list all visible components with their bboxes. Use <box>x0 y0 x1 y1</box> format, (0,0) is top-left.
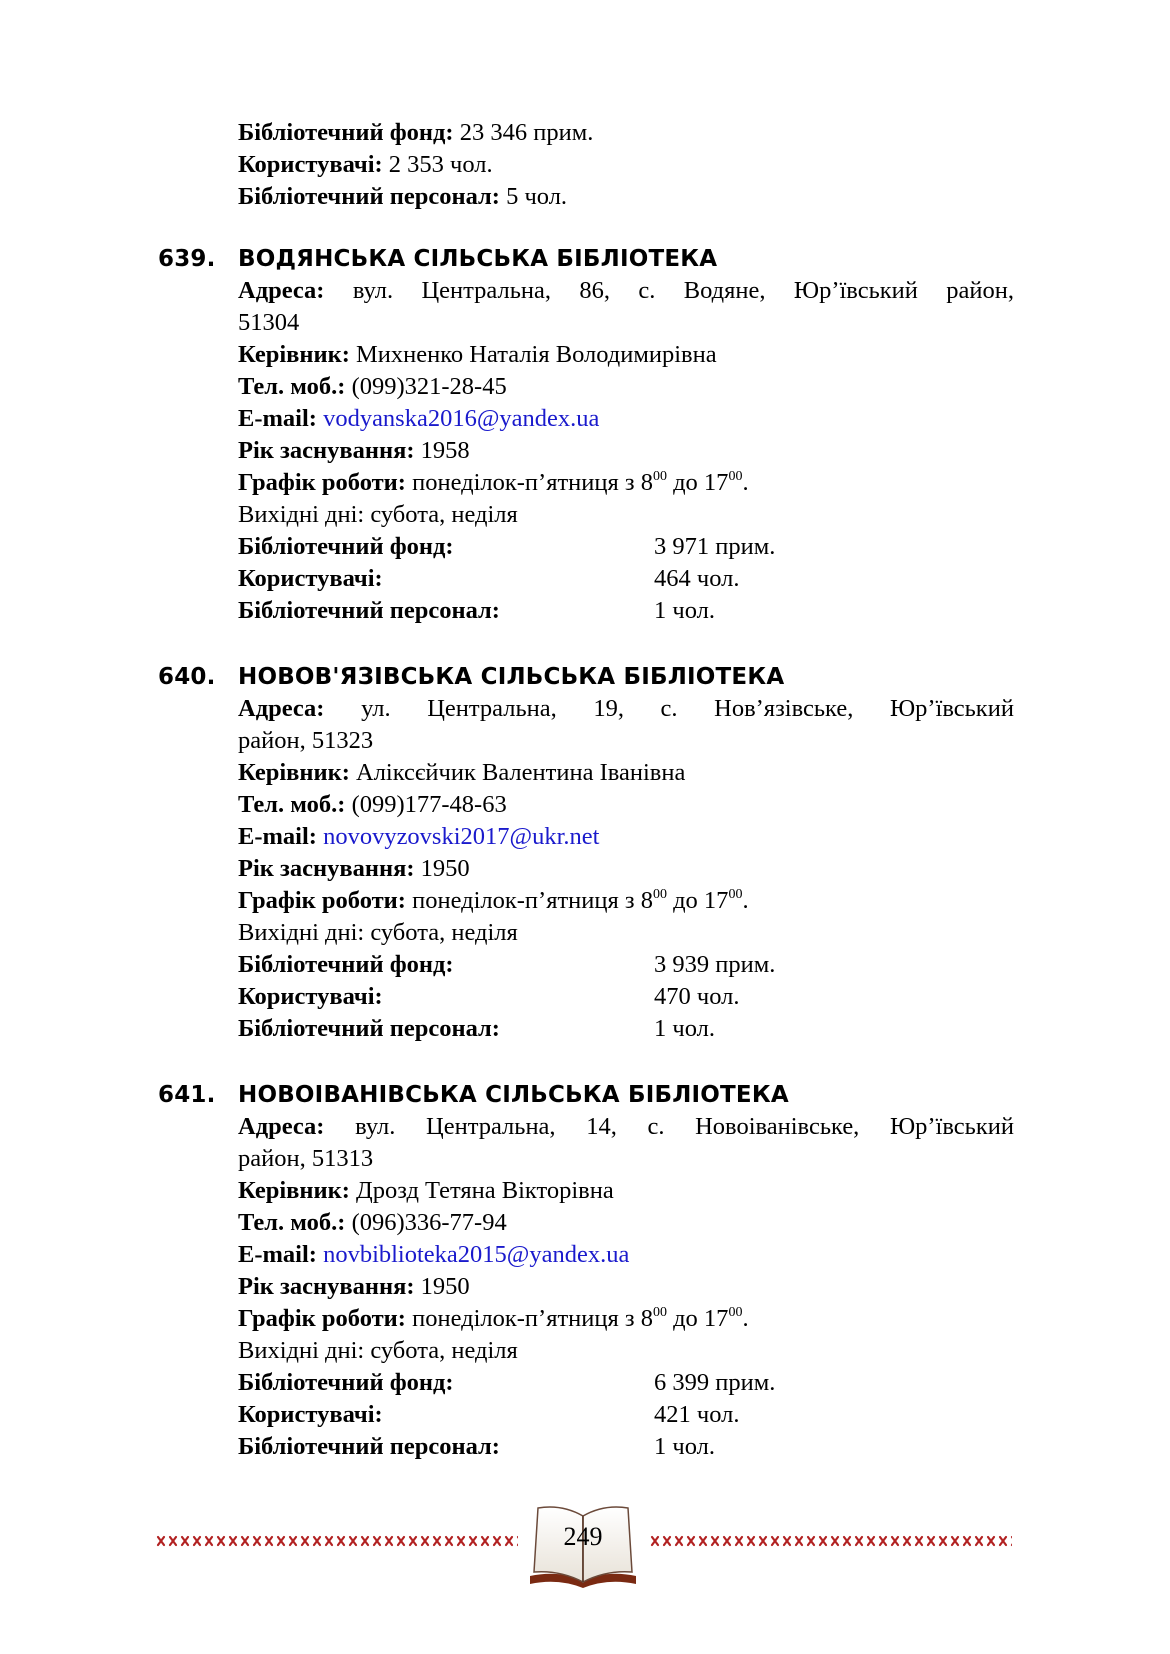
staff-label: Бібліотечний персонал: <box>238 1015 500 1042</box>
users-label: Користувачі: <box>238 1401 383 1428</box>
users-value: 421 чол. <box>654 1401 740 1428</box>
schedule-mid: до 17 <box>666 469 729 496</box>
days-off-line: Вихідні дні: субота, неділя <box>238 501 518 528</box>
staff-value: 1 чол. <box>654 597 715 624</box>
year-label: Рік заснування: <box>238 1273 415 1300</box>
schedule-sup: 00 <box>728 887 743 902</box>
address-label: Адреса: <box>238 1113 325 1140</box>
address-label: Адреса: <box>238 695 325 722</box>
email-label: E-mail: <box>238 1241 317 1268</box>
entry-title: НОВОІВАНІВСЬКА СІЛЬСЬКА БІБЛІОТЕКА <box>238 1082 789 1108</box>
schedule-text: понеділок-п’ятниця з 8 <box>412 1305 653 1332</box>
users-label: Користувачі: <box>238 983 383 1010</box>
address-word: Юр’ївський <box>793 277 918 304</box>
email-line <box>238 822 599 852</box>
schedule-line <box>238 886 749 920</box>
phone-value: (096)336-77-94 <box>351 1209 507 1236</box>
users-line <box>238 564 838 594</box>
fond-label: Бібліотечний фонд: <box>238 119 454 146</box>
staff-label: Бібліотечний персонал: <box>238 1433 500 1460</box>
address-word: с. <box>638 277 656 304</box>
address-line <box>238 694 1014 724</box>
address-word: Юр’ївський <box>889 1113 1014 1140</box>
phone-line <box>238 372 507 402</box>
address-word: с. <box>647 1113 665 1140</box>
head-value: Аліксєйчик Валентина Іванівна <box>356 759 686 786</box>
schedule-line <box>238 468 749 502</box>
address-line-2: 51304 <box>238 309 300 336</box>
entry-title: ВОДЯНСЬКА СІЛЬСЬКА БІБЛІОТЕКА <box>238 246 718 272</box>
head-line <box>238 758 685 788</box>
year-value: 1958 <box>420 437 470 464</box>
address-word: Новоіванівське, <box>695 1113 860 1140</box>
users-line <box>238 982 838 1012</box>
schedule-mid: до 17 <box>666 887 729 914</box>
schedule-mid: до 17 <box>666 1305 729 1332</box>
schedule-sup: 00 <box>652 469 667 484</box>
left-ornament <box>156 1534 518 1548</box>
head-line <box>238 340 717 370</box>
email-line <box>238 404 599 434</box>
email-label: E-mail: <box>238 405 317 432</box>
staff-line <box>238 596 838 626</box>
address-word: 86, <box>579 277 611 304</box>
entry-number: 641. <box>158 1082 216 1108</box>
head-label: Керівник: <box>238 341 350 368</box>
page-footer <box>0 1500 1170 1600</box>
page-number: 249 <box>563 1522 603 1551</box>
fond-value: 3 971 прим. <box>654 533 776 560</box>
users-value: 470 чол. <box>654 983 740 1010</box>
schedule-line <box>238 1304 749 1338</box>
schedule-label: Графік роботи: <box>238 469 406 496</box>
staff-line <box>238 1432 838 1462</box>
address-word: 19, <box>593 695 624 722</box>
year-line <box>238 1272 470 1302</box>
staff-label: Бібліотечний персонал: <box>238 597 500 624</box>
staff-value: 5 чол. <box>506 183 568 210</box>
phone-label: Тел. моб.: <box>238 791 346 818</box>
schedule-sup: 00 <box>728 469 743 484</box>
year-label: Рік заснування: <box>238 855 415 882</box>
email-line <box>238 1240 629 1270</box>
address-line <box>238 276 1014 306</box>
top-staff-line <box>238 182 567 212</box>
email-label: E-mail: <box>238 823 317 850</box>
schedule-end: . <box>742 1305 749 1332</box>
head-line <box>238 1176 614 1206</box>
year-value: 1950 <box>420 855 470 882</box>
schedule-sup: 00 <box>652 1305 667 1320</box>
address-word: Водяне, <box>683 277 766 304</box>
days-off-line: Вихідні дні: субота, неділя <box>238 919 518 946</box>
email-link[interactable]: novbiblioteka2015@yandex.ua <box>323 1241 630 1268</box>
address-word: вул. <box>355 1113 396 1140</box>
address-word: Юр’ївський <box>889 695 1014 722</box>
address-word: вул. <box>352 277 394 304</box>
head-label: Керівник: <box>238 759 350 786</box>
schedule-label: Графік роботи: <box>238 887 406 914</box>
schedule-text: понеділок-п’ятниця з 8 <box>412 887 653 914</box>
phone-value: (099)321-28-45 <box>351 373 507 400</box>
phone-label: Тел. моб.: <box>238 373 346 400</box>
phone-line <box>238 1208 507 1238</box>
fond-value: 3 939 прим. <box>654 951 776 978</box>
phone-line <box>238 790 507 820</box>
staff-label: Бібліотечний персонал: <box>238 183 500 210</box>
address-word: Нов’язівське, <box>714 695 854 722</box>
schedule-text: понеділок-п’ятниця з 8 <box>412 469 653 496</box>
fond-line <box>238 532 838 562</box>
fond-line <box>238 1368 838 1398</box>
head-value: Дрозд Тетяна Вікторівна <box>356 1177 614 1204</box>
schedule-sup: 00 <box>728 1305 743 1320</box>
address-word: Центральна, <box>426 1113 556 1140</box>
address-word: Центральна, <box>427 695 557 722</box>
address-word: Центральна, <box>421 277 552 304</box>
year-label: Рік заснування: <box>238 437 415 464</box>
address-line-2: район, 51323 <box>238 727 374 754</box>
top-users-line <box>238 150 493 180</box>
email-link[interactable]: novovyzovski2017@ukr.net <box>323 823 600 850</box>
head-value: Михненко Наталія Володимирівна <box>356 341 717 368</box>
fond-line <box>238 950 838 980</box>
address-word: 14, <box>586 1113 617 1140</box>
staff-value: 1 чол. <box>654 1433 715 1460</box>
fond-label: Бібліотечний фонд: <box>238 1369 454 1396</box>
year-line <box>238 854 470 884</box>
phone-label: Тел. моб.: <box>238 1209 346 1236</box>
staff-line <box>238 1014 838 1044</box>
entry-heading <box>158 662 784 692</box>
year-value: 1950 <box>420 1273 470 1300</box>
schedule-label: Графік роботи: <box>238 1305 406 1332</box>
users-label: Користувачі: <box>238 565 383 592</box>
phone-value: (099)177-48-63 <box>351 791 507 818</box>
address-label: Адреса: <box>238 277 325 304</box>
days-off-line: Вихідні дні: субота, неділя <box>238 1337 518 1364</box>
entry-number: 639. <box>158 246 216 272</box>
right-ornament <box>650 1534 1012 1548</box>
top-fond-line <box>238 118 593 148</box>
email-link[interactable]: vodyanska2016@yandex.ua <box>323 405 600 432</box>
staff-value: 1 чол. <box>654 1015 715 1042</box>
address-line-2: район, 51313 <box>238 1145 374 1172</box>
address-word: ул. <box>361 695 391 722</box>
users-value: 464 чол. <box>654 565 740 592</box>
users-value: 2 353 чол. <box>388 151 493 178</box>
fond-value: 23 346 прим. <box>459 119 594 146</box>
address-word: с. <box>660 695 678 722</box>
users-line <box>238 1400 838 1430</box>
fond-label: Бібліотечний фонд: <box>238 533 454 560</box>
fond-value: 6 399 прим. <box>654 1369 776 1396</box>
head-label: Керівник: <box>238 1177 350 1204</box>
entry-heading <box>158 244 717 274</box>
schedule-sup: 00 <box>652 887 667 902</box>
entry-heading <box>158 1080 789 1110</box>
fond-label: Бібліотечний фонд: <box>238 951 454 978</box>
users-label: Користувачі: <box>238 151 383 178</box>
entry-title: НОВОВ'ЯЗІВСЬКА СІЛЬСЬКА БІБЛІОТЕКА <box>238 664 785 690</box>
schedule-end: . <box>742 887 749 914</box>
address-word: район, <box>946 277 1014 304</box>
schedule-end: . <box>742 469 749 496</box>
address-line <box>238 1112 1014 1142</box>
year-line <box>238 436 470 466</box>
entry-number: 640. <box>158 664 216 690</box>
